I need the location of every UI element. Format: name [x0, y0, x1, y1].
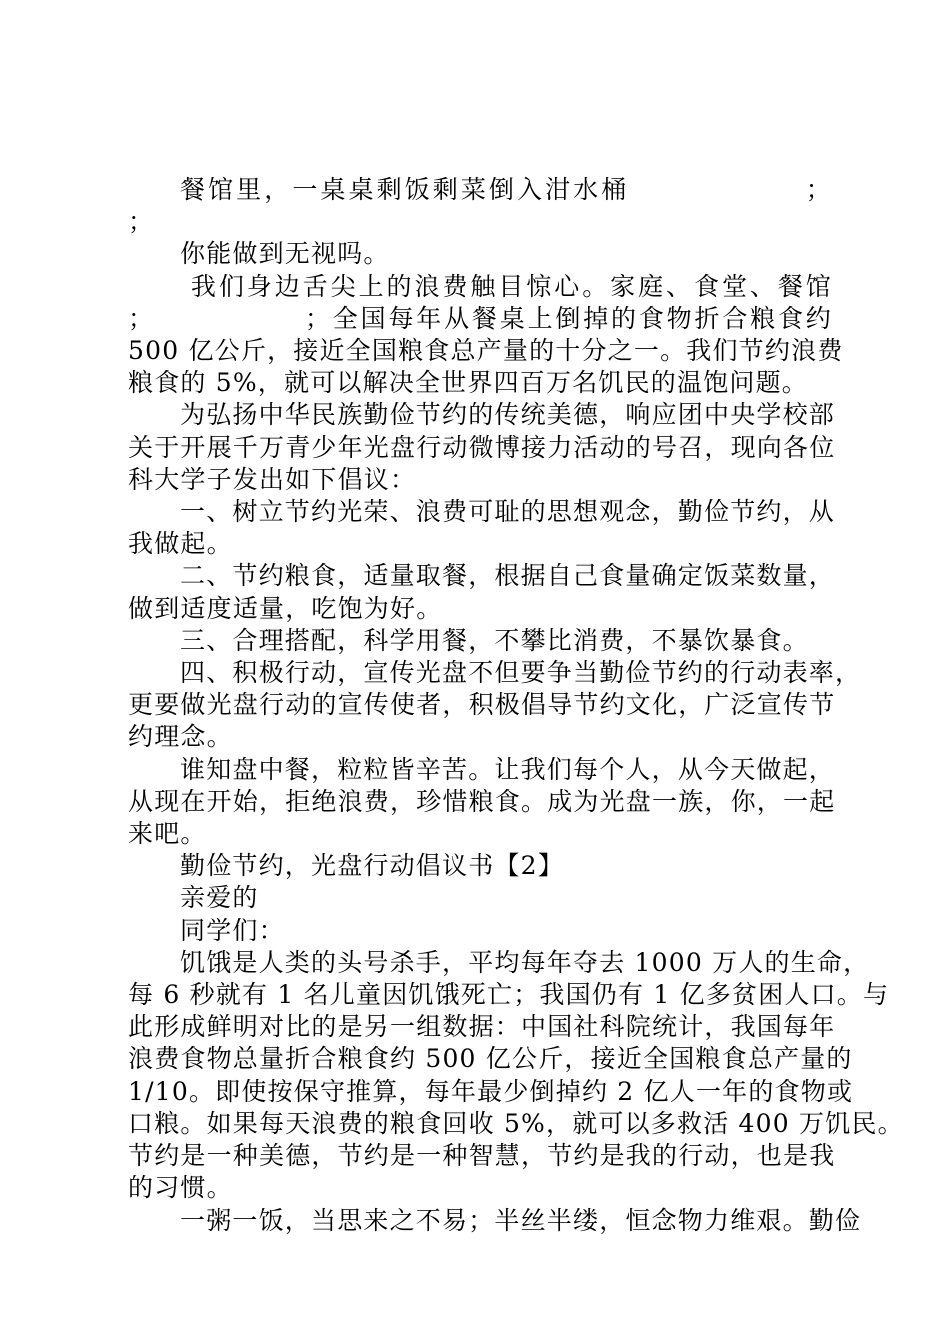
paragraph [128, 882, 832, 914]
text-line: 口粮。如果每天浪费的粮食回收 5%，就可以多救活 400 万饥民。 [128, 1108, 904, 1138]
text-line: 一、树立节约光荣、浪费可耻的思想观念，勤俭节约，从 [180, 497, 836, 527]
text-line: 为弘扬中华民族勤俭节约的传统美德，响应团中央学校部 [180, 400, 836, 430]
paragraph [128, 754, 836, 851]
text-line: 我们身边舌尖上的浪费触目惊心。家庭、食堂、餐馆 [180, 271, 832, 301]
paragraph [128, 496, 836, 560]
paragraph [128, 915, 832, 947]
text-line: 饥饿是人类的头号杀手，平均每年夺去 1000 万人的生命， [180, 947, 870, 977]
text-line: 四、积极行动，宣传光盘不但要争当勤俭节约的行动表率， [180, 658, 862, 688]
text-line: 关于开展千万青少年光盘行动微博接力活动的号召，现向各位 [128, 432, 836, 462]
paragraph [128, 174, 832, 238]
text-line: 三、合理搭配，科学用餐，不攀比消费，不暴饮暴食。 [180, 625, 809, 655]
text-line: 同学们： [180, 915, 285, 945]
text-line: 一粥一饭，当思来之不易；半丝半缕，恒念物力维艰。勤俭 [180, 1205, 862, 1235]
text-line: 你能做到无视吗。 [180, 239, 390, 269]
text-line: ； [128, 207, 155, 237]
paragraph [128, 625, 832, 657]
text-line: 做到适度适量，吃饱为好。 [128, 593, 443, 623]
paragraph [128, 399, 836, 496]
text-line: 1/10。即使按保守推算，每年最少倒掉约 2 亿人一年的食物或 [128, 1076, 854, 1106]
text-line: ； ；全国每年从餐桌上倒掉的食物折合粮食约 [128, 303, 832, 333]
text-line: 此形成鲜明对比的是另一组数据：中国社科院统计，我国每年 [128, 1012, 836, 1042]
text-line: 亲爱的 [180, 883, 259, 913]
text-line: 节约是一种美德，节约是一种智慧，节约是我的行动，也是我 [128, 1141, 836, 1171]
document-body [128, 174, 904, 1237]
text-line: 浪费食物总量折合粮食约 500 亿公斤，接近全国粮食总产量的 [128, 1044, 853, 1074]
paragraph [128, 850, 832, 882]
text-line: 来吧。 [128, 819, 207, 849]
text-line: 我做起。 [128, 529, 233, 559]
text-line: 500 亿公斤，接近全国粮食总产量的十分之一。我们节约浪费 [128, 336, 844, 366]
paragraph [128, 238, 832, 270]
text-line: 从现在开始，拒绝浪费，珍惜粮食。成为光盘一族，你，一起 [128, 786, 836, 816]
text-line: 更要做光盘行动的宣传使者，积极倡导节约文化，广泛宣传节 [128, 690, 836, 720]
text-line: 餐馆里，一桌桌剩饭剩菜倒入泔水桶 ； [180, 175, 832, 204]
paragraph [128, 271, 844, 400]
text-line: 的习惯。 [128, 1173, 233, 1203]
paragraph [128, 1205, 862, 1237]
text-line: 约理念。 [128, 722, 233, 752]
paragraph [128, 947, 904, 1205]
paragraph [128, 657, 862, 754]
text-line: 科大学子发出如下倡议： [128, 464, 417, 494]
paragraph [128, 560, 836, 624]
text-line: 粮食的 5%，就可以解决全世界四百万名饥民的温饱问题。 [128, 368, 809, 398]
text-line: 二、节约粮食，适量取餐，根据自己食量确定饭菜数量， [180, 561, 836, 591]
text-line: 每 6 秒就有 1 名儿童因饥饿死亡；我国仍有 1 亿多贫困人口。与 [128, 980, 890, 1010]
text-line: 谁知盘中餐，粒粒皆辛苦。让我们每个人，从今天做起， [180, 754, 836, 784]
text-line: 勤俭节约，光盘行动倡议书【2】 [180, 851, 564, 881]
